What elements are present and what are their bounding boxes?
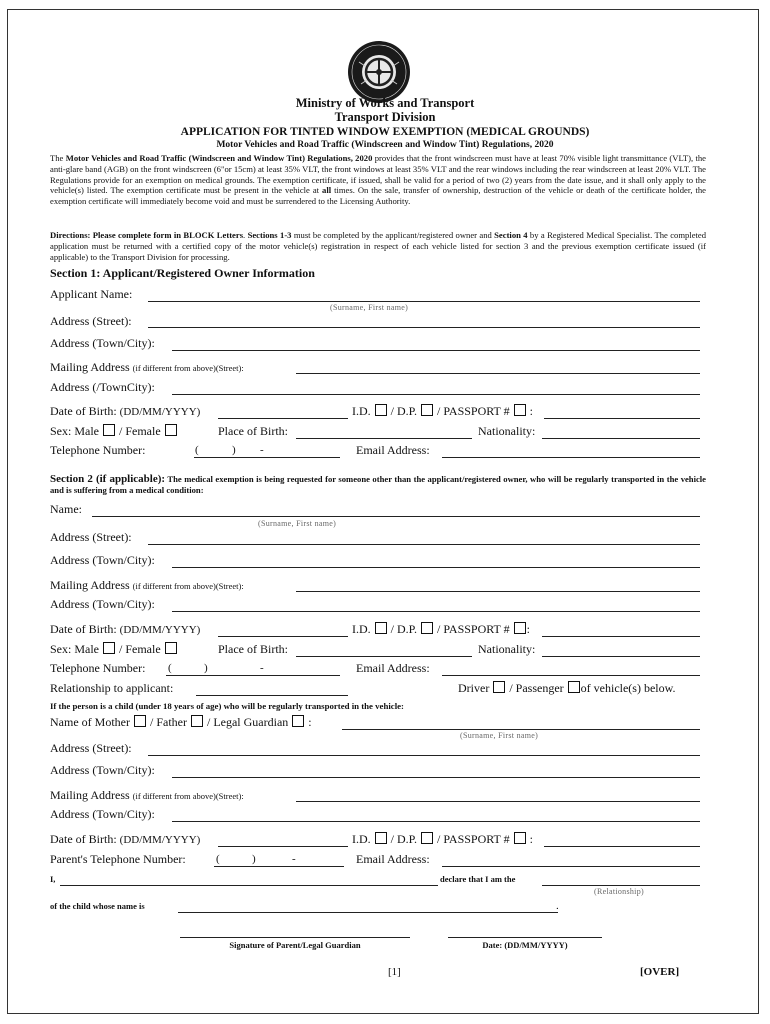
s2-address-town2-field[interactable] <box>172 611 700 612</box>
child-id-group: I.D. / D.P. / PASSPORT # : <box>352 832 534 846</box>
s2-name-hint: (Surname, First name) <box>258 519 337 528</box>
s2-place-of-birth-label: Place of Birth: <box>218 642 288 656</box>
child-guardian-group: Name of Mother / Father / Legal Guardian : <box>50 715 312 729</box>
s2-passport-checkbox[interactable] <box>514 622 526 634</box>
child-parent-tel-label: Parent's Telephone Number: <box>50 852 186 866</box>
s2-female-checkbox[interactable] <box>165 642 177 654</box>
s2-relationship-label: Relationship to applicant: <box>50 681 174 695</box>
s2-id-checkbox[interactable] <box>375 622 387 634</box>
division-title: Transport Division <box>334 110 436 124</box>
s2-sex-group: Sex: Male / Female <box>50 642 178 657</box>
child-tel-paren-close: ) <box>252 853 256 865</box>
s1-tel-dash: - <box>260 444 264 456</box>
s1-telephone-label: Telephone Number: <box>50 443 146 457</box>
child-dob-label: Date of Birth: (DD/MM/YYYY) <box>50 832 201 846</box>
s2-mailing-field[interactable] <box>296 591 700 592</box>
s1-address-town2-field[interactable] <box>172 394 700 395</box>
child-father-checkbox[interactable] <box>191 715 203 727</box>
child-guardian-name-field[interactable] <box>342 729 700 730</box>
s1-female-checkbox[interactable] <box>165 424 177 436</box>
s2-id-field[interactable] <box>542 636 700 637</box>
s2-tel-paren-close: ) <box>204 662 208 674</box>
child-name-hint: (Surname, First name) <box>460 731 539 740</box>
page-number: [1] <box>388 966 401 978</box>
s2-mailing-label: Mailing Address (if different from above)(Street): <box>50 578 244 592</box>
child-declare-text: declare that I am the <box>440 874 516 884</box>
over-label: [OVER] <box>640 966 680 978</box>
child-period: . <box>556 900 559 912</box>
s2-place-of-birth-field[interactable] <box>296 656 472 657</box>
s1-address-street-label: Address (Street): <box>50 314 132 328</box>
child-passport-checkbox[interactable] <box>514 832 526 844</box>
child-parent-tel-field[interactable] <box>214 866 344 867</box>
s1-dob-field[interactable] <box>218 418 348 419</box>
s1-mailing-label: Mailing Address (if different from above)(Street): <box>50 360 244 374</box>
s1-id-checkbox[interactable] <box>375 404 387 416</box>
s1-place-of-birth-field[interactable] <box>296 438 472 439</box>
s2-id-group: I.D. / D.P. / PASSPORT # : <box>352 622 531 636</box>
s1-applicant-name-field[interactable] <box>148 301 700 302</box>
child-tel-paren-open: ( <box>216 853 220 865</box>
directions-paragraph: Directions: Please complete form in BLOCK Letters. Sections 1-3 must be completed by the applicant/registered owner and Section 4 by a Registered Medical Specialist. The completed application must be returned with a certified copy of the motor vehicle(s) registration in respect of each vehicle listed for section 3 and the previous exemption certificate issued (if applicable) to the Transport Division for processing. <box>50 230 707 262</box>
child-dob-field[interactable] <box>218 846 348 847</box>
section2-heading: Section 2 (if applicable): The medical exemption is being requested for someone other than the applicant/registered owner, who will be regularly transported in the vehicle and is suffering from a medical condition: <box>50 473 706 495</box>
child-name-field[interactable] <box>178 912 558 913</box>
s2-address-street-label: Address (Street): <box>50 530 132 544</box>
s1-address-town-field[interactable] <box>172 350 700 351</box>
s1-sex-group: Sex: Male / Female <box>50 424 178 439</box>
s2-telephone-field[interactable] <box>166 675 340 676</box>
coat-of-arms-seal-icon <box>347 40 411 104</box>
s1-address-street-field[interactable] <box>148 327 700 328</box>
s2-nationality-field[interactable] <box>542 656 700 657</box>
s2-dob-field[interactable] <box>218 636 348 637</box>
s1-tel-paren-open: ( <box>195 444 199 456</box>
child-guardian-checkbox[interactable] <box>292 715 304 727</box>
form-subtitle: Motor Vehicles and Road Traffic (Windscreen and Window Tint) Regulations, 2020 <box>216 140 554 150</box>
child-heading: If the person is a child (under 18 years of age) who will be regularly transported in the vehicle: <box>50 701 404 711</box>
form-title: APPLICATION FOR TINTED WINDOW EXEMPTION (MEDICAL GROUNDS) <box>180 126 590 138</box>
child-address-street-label: Address (Street): <box>50 741 132 755</box>
s1-dp-checkbox[interactable] <box>421 404 433 416</box>
signature-date-label: Date: (DD/MM/YYYY) <box>482 940 568 950</box>
child-declarant-name-field[interactable] <box>60 885 438 886</box>
intro-paragraph: The Motor Vehicles and Road Traffic (Windscreen and Window Tint) Regulations, 2020 provides that the front windscreen must have at least 70% visible light transmittance (VLT), the anti-glare band (AGB) on the front windscreen (6"or 15cm) at least 35% VLT, the front windows at least 35% VLT and the rear windows including the rear windscreen at least 20% VLT. The Regulations provide for an exemption on medical grounds. The exemption certificate, if issued, shall be valid for a period of two (2) years from the date issue, and it shall only apply to the vehicle(s) listed. The exemption certificate must be present in the vehicle at all times. On the sale, transfer of ownership, destruction of the vehicle or death of the certificate holder, the exemption certificate will immediately become void and must be surrendered to the Licensing Authority. <box>50 153 706 207</box>
s1-name-hint: (Surname, First name) <box>330 303 409 312</box>
child-address-town-label: Address (Town/City): <box>50 763 155 777</box>
signature-label: Signature of Parent/Legal Guardian <box>229 940 361 950</box>
s1-dob-label: Date of Birth: (DD/MM/YYYY) <box>50 404 201 418</box>
s2-name-field[interactable] <box>92 516 700 517</box>
child-mailing-label: Mailing Address (if different from above)(Street): <box>50 788 244 802</box>
s1-mailing-field[interactable] <box>296 373 700 374</box>
s2-dob-label: Date of Birth: (DD/MM/YYYY) <box>50 622 201 636</box>
signature-date-field[interactable] <box>448 937 602 938</box>
s1-male-checkbox[interactable] <box>103 424 115 436</box>
s2-email-label: Email Address: <box>356 661 430 675</box>
s1-address-town2-label: Address (/TownCity): <box>50 380 155 394</box>
s2-relationship-field[interactable] <box>196 695 348 696</box>
section1-heading: Section 1: Applicant/Registered Owner Information <box>50 266 315 280</box>
s1-address-town-label: Address (Town/City): <box>50 336 155 350</box>
s1-email-label: Email Address: <box>356 443 430 457</box>
s2-passenger-checkbox[interactable] <box>568 681 580 693</box>
child-id-field[interactable] <box>544 846 700 847</box>
child-address-town-field[interactable] <box>172 777 700 778</box>
child-relationship-hint: (Relationship) <box>594 887 644 896</box>
s2-email-field[interactable] <box>442 675 700 676</box>
child-tel-dash: - <box>292 853 296 865</box>
s2-nationality-label: Nationality: <box>478 642 536 656</box>
child-email-field[interactable] <box>442 866 700 867</box>
child-email-label: Email Address: <box>356 852 430 866</box>
s2-driver-passenger-group: Driver / Passenger of vehicle(s) below. <box>458 681 676 695</box>
s2-tel-dash: - <box>260 662 264 674</box>
s2-dp-checkbox[interactable] <box>421 622 433 634</box>
s1-tel-paren-close: ) <box>232 444 236 456</box>
s1-nationality-field[interactable] <box>542 438 700 439</box>
child-relationship-field[interactable] <box>542 885 700 886</box>
child-address-town2-label: Address (Town/City): <box>50 807 155 821</box>
s1-id-group: I.D. / D.P. / PASSPORT # : <box>352 404 534 418</box>
s2-address-town-label: Address (Town/City): <box>50 553 155 567</box>
s1-nationality-label: Nationality: <box>478 424 536 438</box>
s1-passport-checkbox[interactable] <box>514 404 526 416</box>
child-dp-checkbox[interactable] <box>421 832 433 844</box>
s1-telephone-field[interactable] <box>194 457 340 458</box>
child-declaration-i: I, <box>50 874 56 884</box>
s1-id-field[interactable] <box>544 418 700 419</box>
s2-tel-paren-open: ( <box>168 662 172 674</box>
child-whose-name-label: of the child whose name is <box>50 901 145 911</box>
s2-address-town-field[interactable] <box>172 567 700 568</box>
s2-address-town2-label: Address (Town/City): <box>50 597 155 611</box>
s1-applicant-name-label: Applicant Name: <box>50 287 133 301</box>
child-mother-checkbox[interactable] <box>134 715 146 727</box>
s2-male-checkbox[interactable] <box>103 642 115 654</box>
s2-address-street-field[interactable] <box>148 544 700 545</box>
child-id-checkbox[interactable] <box>375 832 387 844</box>
s1-email-field[interactable] <box>442 457 700 458</box>
child-mailing-field[interactable] <box>296 801 700 802</box>
s1-place-of-birth-label: Place of Birth: <box>218 424 288 438</box>
s2-telephone-label: Telephone Number: <box>50 661 146 675</box>
child-address-town2-field[interactable] <box>172 821 700 822</box>
s2-name-label: Name: <box>50 502 82 516</box>
ministry-title: Ministry of Works and Transport <box>295 96 475 110</box>
child-address-street-field[interactable] <box>148 755 700 756</box>
s2-driver-checkbox[interactable] <box>493 681 505 693</box>
signature-field[interactable] <box>180 937 410 938</box>
